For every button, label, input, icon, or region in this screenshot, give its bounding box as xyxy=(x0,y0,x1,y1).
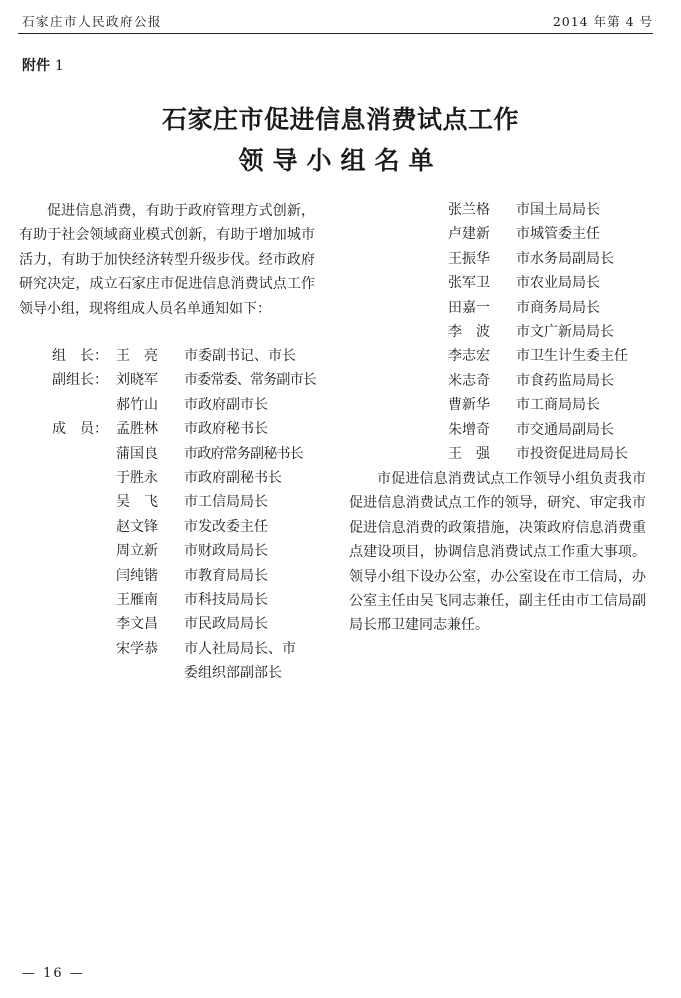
member-row xyxy=(448,442,658,466)
member-row xyxy=(52,612,322,636)
member-post: 市水务局副局长 xyxy=(516,250,614,267)
member-name: 李文昌 xyxy=(116,616,158,633)
member-row xyxy=(52,637,322,661)
member-post: 市政府秘书长 xyxy=(184,421,268,438)
member-name: 宋学恭 xyxy=(116,640,158,657)
member-name: 郝竹山 xyxy=(116,396,158,413)
attachment-word: 附件 xyxy=(22,58,50,74)
member-row xyxy=(448,320,658,344)
intro-paragraph: 促进信息消费，有助于政府管理方式创新，有助于社会领域商业模式创新，有助于增加城市活力，有助于加快经济转型升级步伐。经市政府研究决定，成立石家庄市促进信息消费试点工作领导小组，现将组成人员名单通知如下： xyxy=(19,203,315,317)
member-row xyxy=(52,515,322,539)
member-post: 市政府常务副秘书长 xyxy=(184,445,303,462)
member-post: 市交通局副局长 xyxy=(516,421,614,438)
member-row xyxy=(448,344,658,368)
member-name: 田嘉一 xyxy=(448,299,490,316)
member-name: 孟胜林 xyxy=(116,421,158,438)
member-post: 市商务局局长 xyxy=(516,299,600,316)
member-role: 组 长： xyxy=(52,348,108,364)
member-post: 市工信局局长 xyxy=(184,494,268,511)
member-role: 成 员： xyxy=(52,421,108,438)
member-name: 张兰格 xyxy=(448,202,490,218)
members-list-right xyxy=(448,198,658,468)
member-name: 吴 飞 xyxy=(116,494,158,511)
member-post: 市文广新局局长 xyxy=(516,324,614,340)
member-row xyxy=(52,539,322,563)
member-row xyxy=(448,198,658,222)
attachment-label xyxy=(22,55,64,75)
member-post: 市科技局局长 xyxy=(184,592,268,608)
member-post: 市食药监局局长 xyxy=(516,372,614,389)
member-post: 市教育局局长 xyxy=(184,567,268,584)
page-number: — 16 — xyxy=(22,966,85,981)
member-name: 王 亮 xyxy=(116,348,158,364)
member-row xyxy=(52,588,322,612)
member-name: 王 强 xyxy=(448,446,490,462)
member-name: 赵文锋 xyxy=(116,518,158,535)
member-name: 王雁南 xyxy=(116,592,158,608)
member-name: 于胜永 xyxy=(116,470,158,486)
running-header-publication: 石家庄市人民政府公报 xyxy=(22,14,163,29)
member-name: 卢建新 xyxy=(448,226,490,243)
member-post: 市财政局局长 xyxy=(184,543,268,560)
member-row xyxy=(448,222,658,246)
attachment-number: 1 xyxy=(54,58,64,74)
member-row xyxy=(52,661,322,685)
member-name: 米志奇 xyxy=(448,372,490,389)
member-post: 市委常委、常务副市长 xyxy=(184,372,316,389)
member-post: 市工商局局长 xyxy=(516,397,600,414)
member-row xyxy=(52,442,322,466)
running-header-issue: 2014 年第 4 号 xyxy=(552,14,653,29)
member-row xyxy=(52,417,322,441)
member-post: 市委副书记、市长 xyxy=(184,348,296,364)
member-post: 市国土局局长 xyxy=(516,202,600,218)
members-list-left xyxy=(52,344,322,689)
member-post: 市发改委主任 xyxy=(184,518,268,535)
member-post: 市农业局局长 xyxy=(516,275,600,292)
member-name: 刘晓军 xyxy=(116,372,158,389)
document-title-line2: 领导小组名单 xyxy=(238,146,443,175)
member-post: 委组织部副部长 xyxy=(184,665,282,682)
member-name: 蒲国良 xyxy=(116,445,158,462)
member-post: 市政府副市长 xyxy=(184,396,268,413)
member-row xyxy=(448,271,658,295)
member-row xyxy=(52,344,322,368)
member-post: 市城管委主任 xyxy=(516,226,600,243)
member-post: 市人社局局长、市 xyxy=(184,640,296,657)
member-name: 李志宏 xyxy=(448,348,490,365)
member-name: 张军卫 xyxy=(448,275,490,292)
member-row xyxy=(52,466,322,490)
member-row xyxy=(448,296,658,320)
member-role: 副组长： xyxy=(52,372,108,389)
member-post: 市政府副秘书长 xyxy=(184,470,282,486)
member-row xyxy=(52,368,322,392)
member-name: 王振华 xyxy=(448,250,490,267)
member-row xyxy=(52,564,322,588)
member-row xyxy=(448,393,658,417)
member-row xyxy=(52,393,322,417)
duties-paragraph: 市促进信息消费试点工作领导小组负责我市促进信息消费试点工作的领导，研究、审定我市促进信息消费的政策措施，决策政府信息消费重点建设项目，协调信息消费试点工作重大事项。领导小组下设办公室，办公室设在市工信局，办公室主任由吴飞同志兼任，副主任由市工信局副局长邢卫建同志兼任。 xyxy=(349,471,646,634)
member-post: 市民政局局长 xyxy=(184,616,268,633)
member-name: 李 波 xyxy=(448,324,490,340)
member-row xyxy=(448,418,658,442)
member-name: 闫纯锴 xyxy=(116,567,158,584)
member-name: 朱增奇 xyxy=(448,421,490,438)
header-rule xyxy=(18,33,653,34)
member-post: 市卫生计生委主任 xyxy=(516,348,628,365)
member-row xyxy=(448,369,658,393)
member-row xyxy=(52,490,322,514)
member-name: 周立新 xyxy=(116,543,158,560)
member-post: 市投资促进局局长 xyxy=(516,446,628,462)
member-row xyxy=(448,247,658,271)
member-name: 曹新华 xyxy=(448,397,490,414)
document-title-line1: 石家庄市促进信息消费试点工作 xyxy=(161,105,519,134)
